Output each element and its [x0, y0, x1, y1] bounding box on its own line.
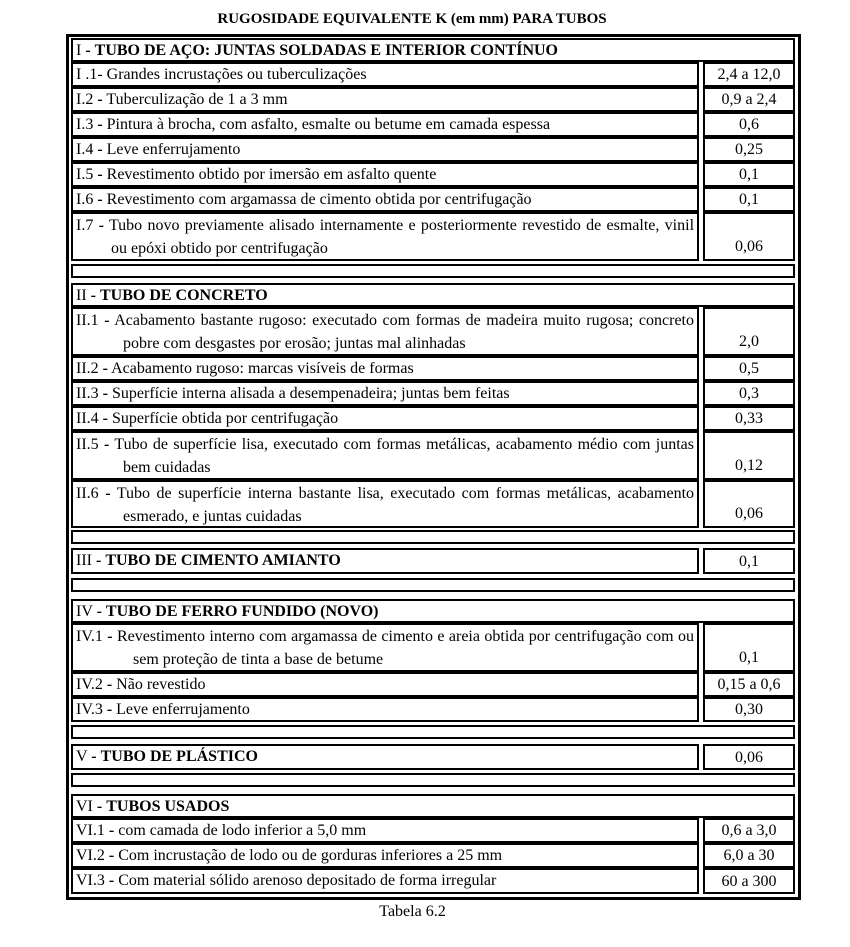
row-code: VI.1 — [76, 822, 105, 839]
row-description: Pintura à brocha, com asfalto, esmalte ou betume em camada espessa — [106, 116, 551, 133]
row-value: 0,15 a 0,6 — [703, 672, 795, 697]
row-value: 60 a 300 — [703, 868, 795, 894]
row-value: 0,6 — [703, 112, 795, 137]
section-code: II — [76, 287, 87, 304]
row-code: I.3 — [76, 116, 94, 133]
row-code: I.6 — [76, 191, 94, 208]
table-row: I.4 - Leve enferrujamento 0,25 — [71, 137, 795, 162]
row-description: Não revestido — [116, 676, 206, 693]
row-description: Acabamento rugoso: marcas visíveis de formas — [111, 360, 414, 377]
table-row: IV.3 - Leve enferrujamento 0,30 — [71, 697, 795, 722]
section-code: V — [76, 748, 88, 765]
row-description: Com material sólido arenoso depositado de forma irregular — [118, 872, 497, 889]
row-code: II.5 — [76, 436, 99, 453]
row-value: 0,1 — [703, 623, 795, 672]
section-heading: TUBO DE CIMENTO AMIANTO — [105, 552, 341, 569]
row-value: 0,25 — [703, 137, 795, 162]
row-description: Tubo novo previamente alisado internamente e posteriormente revestido de esmalte, vinil ou epóxi obtido por centrifugação — [108, 217, 695, 257]
table-row: VI.2 - Com incrustação de lodo ou de gorduras inferiores a 25 mm 6,0 a 30 — [71, 843, 795, 868]
section-heading: TUBO DE PLÁSTICO — [100, 748, 258, 765]
row-description: Leve enferrujamento — [116, 701, 250, 718]
row-value: 0,5 — [703, 356, 795, 381]
table-row: II.3 - Superfície interna alisada a desempenadeira; juntas bem feitas 0,3 — [71, 381, 795, 406]
table-row: II.1 - Acabamento bastante rugoso: executado com formas de madeira muito rugosa; concreto pobre com desgastes por erosão; juntas mal alinhadas 2,0 — [71, 307, 795, 356]
row-code: VI.3 — [76, 872, 105, 889]
row-description: com camada de lodo inferior a 5,0 mm — [118, 822, 367, 839]
row-value: 0,33 — [703, 406, 795, 431]
row-code: II.4 — [76, 410, 99, 427]
table-row — [71, 62, 795, 87]
section-divider — [71, 264, 795, 278]
section-divider — [71, 578, 795, 592]
row-description: Tubo de superfície lisa, executado com formas metálicas, acabamento médio com juntas bem cuidadas — [114, 436, 695, 476]
row-code: I.4 — [76, 141, 94, 158]
table-row: IV.1 - Revestimento interno com argamassa de cimento e areia obtida por centrifugação com ou sem proteção de tinta a base de betume 0,1 — [71, 623, 795, 672]
table-row: II.4 - Superfície obtida por centrifugação 0,33 — [71, 406, 795, 431]
row-code: IV.2 — [76, 676, 103, 693]
row-description: Superfície interna alisada a desempenadeira; juntas bem feitas — [111, 385, 510, 402]
row-description: Superfície obtida por centrifugação — [111, 410, 339, 427]
row-value: 0,1 — [703, 548, 795, 574]
table-row: I.2 - Tuberculização de 1 a 3 mm 0,9 a 2,4 — [71, 87, 795, 112]
row-code: IV.1 — [76, 628, 103, 645]
table-caption: Tabela 6.2 — [379, 903, 446, 920]
row-value: 0,6 a 3,0 — [703, 818, 795, 843]
row-code: II.1 — [76, 312, 99, 329]
table-row: VI.3 - Com material sólido arenoso depositado de forma irregular 60 a 300 — [71, 868, 795, 894]
section-heading: TUBO DE CONCRETO — [99, 287, 268, 304]
section-heading-ii: II - TUBO DE CONCRETO — [71, 283, 795, 307]
table-row: I.7 - Tubo novo previamente alisado internamente e posteriormente revestido de esmalte, vinil ou epóxi obtido por centrifugação 0,06 — [71, 212, 795, 261]
section-divider — [71, 530, 795, 544]
row-description: Revestimento obtido por imersão em asfalto quente — [106, 166, 437, 183]
row-description: Acabamento bastante rugoso: executado com formas de madeira muito rugosa; concreto pobre com desgastes por erosão; juntas mal alinhadas — [114, 312, 694, 352]
row-value: 0,1 — [703, 187, 795, 212]
section-heading-iii: III - TUBO DE CIMENTO AMIANTO 0,1 — [71, 548, 795, 574]
row-value: 2,4 a 12,0 — [703, 62, 795, 87]
row-value: 0,06 — [703, 212, 795, 261]
table-row: VI.1 - com camada de lodo inferior a 5,0 mm 0,6 a 3,0 — [71, 818, 795, 843]
section-divider — [71, 773, 795, 787]
section-heading-iv: IV - TUBO DE FERRO FUNDIDO (NOVO) — [71, 599, 795, 623]
row-description: Tuberculização de 1 a 3 mm — [106, 91, 288, 108]
table-row: I.6 - Revestimento com argamassa de cimento obtida por centrifugação 0,1 — [71, 187, 795, 212]
row-value: 0,06 — [703, 480, 795, 528]
row-code: II.3 — [76, 385, 99, 402]
row-value: 2,0 — [703, 307, 795, 356]
row-value: 0,3 — [703, 381, 795, 406]
row-value: 0,12 — [703, 431, 795, 480]
section-code: VI — [76, 798, 93, 815]
row-code: I.2 — [76, 91, 94, 108]
table-row: I.5 - Revestimento obtido por imersão em asfalto quente 0,1 — [71, 162, 795, 187]
row-code: VI.2 — [76, 847, 105, 864]
row-value: 0,1 — [703, 162, 795, 187]
row-description: Revestimento com argamassa de cimento obtida por centrifugação — [106, 191, 532, 208]
section-heading: TUBO DE AÇO: JUNTAS SOLDADAS E INTERIOR CONTÍNUO — [94, 42, 558, 59]
table-title: RUGOSIDADE EQUIVALENTE K (em mm) PARA TUBOS — [217, 11, 607, 27]
row-code: I .1- — [76, 66, 103, 83]
section-heading: TUBO DE FERRO FUNDIDO (NOVO) — [105, 603, 379, 620]
section-code: IV — [76, 603, 93, 620]
section-code: III — [76, 552, 92, 569]
row-code: I.5 — [76, 166, 94, 183]
row-value: 0,30 — [703, 697, 795, 722]
section-heading-i: I - TUBO DE AÇO: JUNTAS SOLDADAS E INTERIOR CONTÍNUO — [71, 38, 795, 62]
section-heading-v: V - TUBO DE PLÁSTICO 0,06 — [71, 744, 795, 770]
section-heading-vi: VI - TUBOS USADOS — [71, 794, 795, 818]
row-description: Grandes incrustações ou tuberculizações — [106, 66, 367, 83]
row-value: 0,06 — [703, 744, 795, 770]
row-code: II.6 — [76, 485, 99, 502]
table-row: I.3 - Pintura à brocha, com asfalto, esmalte ou betume em camada espessa 0,6 — [71, 112, 795, 137]
row-code: I.7 — [76, 217, 94, 234]
section-code: I — [76, 42, 82, 59]
row-code: IV.3 — [76, 701, 103, 718]
table-row: IV.2 - Não revestido 0,15 a 0,6 — [71, 672, 795, 697]
row-code: II.2 — [76, 360, 99, 377]
row-value: 0,9 a 2,4 — [703, 87, 795, 112]
table-row: II.6 - Tubo de superfície interna bastante lisa, executado com formas metálicas, acabamento esmerado, e juntas cuidadas 0,06 — [71, 480, 795, 528]
table-row: II.5 - Tubo de superfície lisa, executado com formas metálicas, acabamento médio com juntas bem cuidadas 0,12 — [71, 431, 795, 480]
row-value: 6,0 a 30 — [703, 843, 795, 868]
row-description: Tubo de superfície interna bastante lisa, executado com formas metálicas, acabamento esmerado, e juntas cuidadas — [116, 485, 695, 525]
row-description: Leve enferrujamento — [106, 141, 241, 158]
table-row: II.2 - Acabamento rugoso: marcas visíveis de formas 0,5 — [71, 356, 795, 381]
row-description: Com incrustação de lodo ou de gorduras inferiores a 25 mm — [118, 847, 503, 864]
section-heading: TUBOS USADOS — [106, 798, 230, 815]
row-description: Revestimento interno com argamassa de cimento e areia obtida por centrifugação com ou sem proteção de tinta a base de betume — [117, 628, 694, 668]
section-divider — [71, 725, 795, 739]
